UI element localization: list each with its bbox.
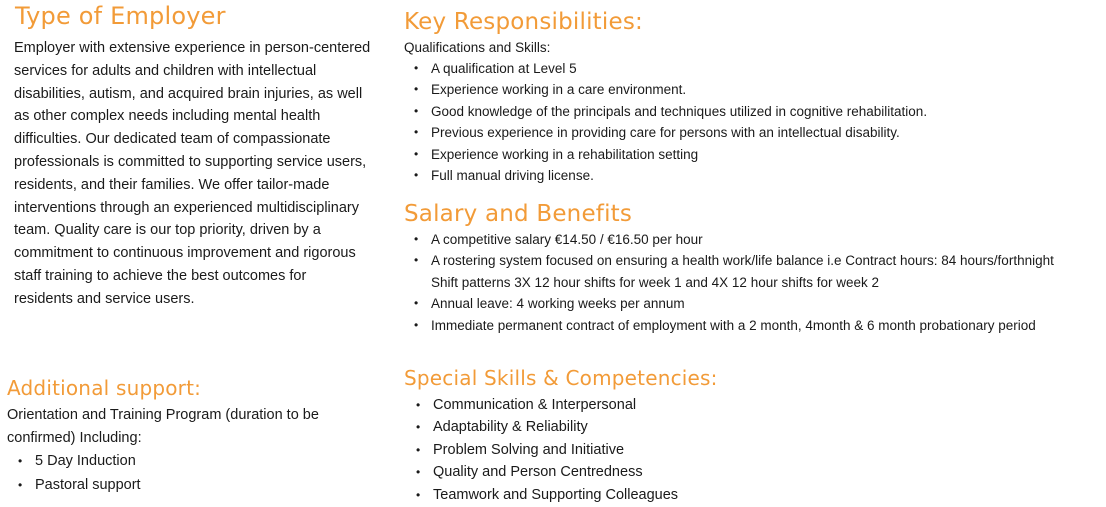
list-item: • Immediate permanent contract of employment with a 2 month, 4month & 6 month probationary period bbox=[431, 315, 1054, 336]
list-item: • Experience working in a rehabilitation setting bbox=[431, 144, 927, 165]
type-of-employer-heading: Type of Employer bbox=[15, 2, 226, 30]
key-responsibilities-heading: Key Responsibilities: bbox=[404, 9, 643, 35]
employer-description-line: residents, and their families. We offer tailor-made bbox=[14, 176, 330, 193]
employer-description-line: Employer with extensive experience in person-centered bbox=[14, 40, 371, 56]
list-item: • Pastoral support bbox=[35, 474, 141, 498]
list-item: • A competitive salary €14.50 / €16.50 per hour bbox=[431, 229, 1054, 250]
special-skills-heading: Special Skills & Competencies: bbox=[404, 366, 718, 390]
additional-support-heading: Additional support: bbox=[7, 376, 202, 400]
salary-benefits-heading: Salary and Benefits bbox=[404, 201, 633, 227]
rostering-line: • A rostering system focused on ensuring a health work/life balance i.e Contract hours: 84 hours/forthnight bbox=[431, 253, 1054, 269]
salary-benefits-list bbox=[431, 229, 1054, 336]
special-skills-list bbox=[433, 394, 678, 506]
additional-support-intro bbox=[7, 404, 392, 450]
employer-description-line: services for adults and children with intellectual bbox=[14, 62, 317, 79]
employer-description-line: as other complex needs including mental health bbox=[14, 108, 321, 125]
responsibilities-list bbox=[431, 58, 927, 186]
employer-description-line: staff training to achieve the best outcomes for bbox=[14, 267, 307, 284]
employer-description-line: residents and service users. bbox=[14, 290, 195, 307]
additional-support-intro-line: Orientation and Training Program (duration to be bbox=[7, 407, 319, 423]
list-item: • Adaptability & Reliability bbox=[433, 416, 678, 438]
list-item: • Communication & Interpersonal bbox=[433, 394, 678, 416]
additional-support-intro-line: confirmed) Including: bbox=[7, 429, 142, 446]
list-item: • Experience working in a care environment. bbox=[431, 79, 927, 100]
additional-support-list bbox=[35, 450, 141, 497]
employer-description-line: disabilities, autism, and acquired brain injuries, as well bbox=[14, 85, 363, 102]
shift-patterns-line: Shift patterns 3X 12 hour shifts for week 1 and 4X 12 hour shifts for week 2 bbox=[431, 274, 879, 290]
list-item: • Full manual driving license. bbox=[431, 165, 927, 186]
list-item: • Teamwork and Supporting Colleagues bbox=[433, 484, 678, 506]
list-item: • Good knowledge of the principals and techniques utilized in cognitive rehabilitation. bbox=[431, 101, 927, 122]
employer-description-line: difficulties. Our dedicated team of compassionate bbox=[14, 131, 331, 148]
list-item: • Previous experience in providing care for persons with an intellectual disability. bbox=[431, 122, 927, 143]
list-item: • Quality and Person Centredness bbox=[433, 461, 678, 483]
list-item: • 5 Day Induction bbox=[35, 450, 141, 474]
list-item: • A qualification at Level 5 bbox=[431, 58, 927, 79]
qualifications-intro: Qualifications and Skills: bbox=[404, 40, 551, 55]
employer-description bbox=[14, 37, 399, 311]
list-item: • Problem Solving and Initiative bbox=[433, 439, 678, 461]
employer-description-line: interventions through an experienced multidisciplinary bbox=[14, 199, 359, 216]
list-item: • Annual leave: 4 working weeks per annum bbox=[431, 293, 1054, 314]
employer-description-line: commitment to continuous improvement and rigorous bbox=[14, 245, 356, 262]
employer-description-line: professionals is committed to supporting service users, bbox=[14, 153, 367, 170]
employer-description-line: team. Quality care is our top priority, driven by a bbox=[14, 222, 321, 239]
list-item bbox=[431, 250, 1054, 293]
